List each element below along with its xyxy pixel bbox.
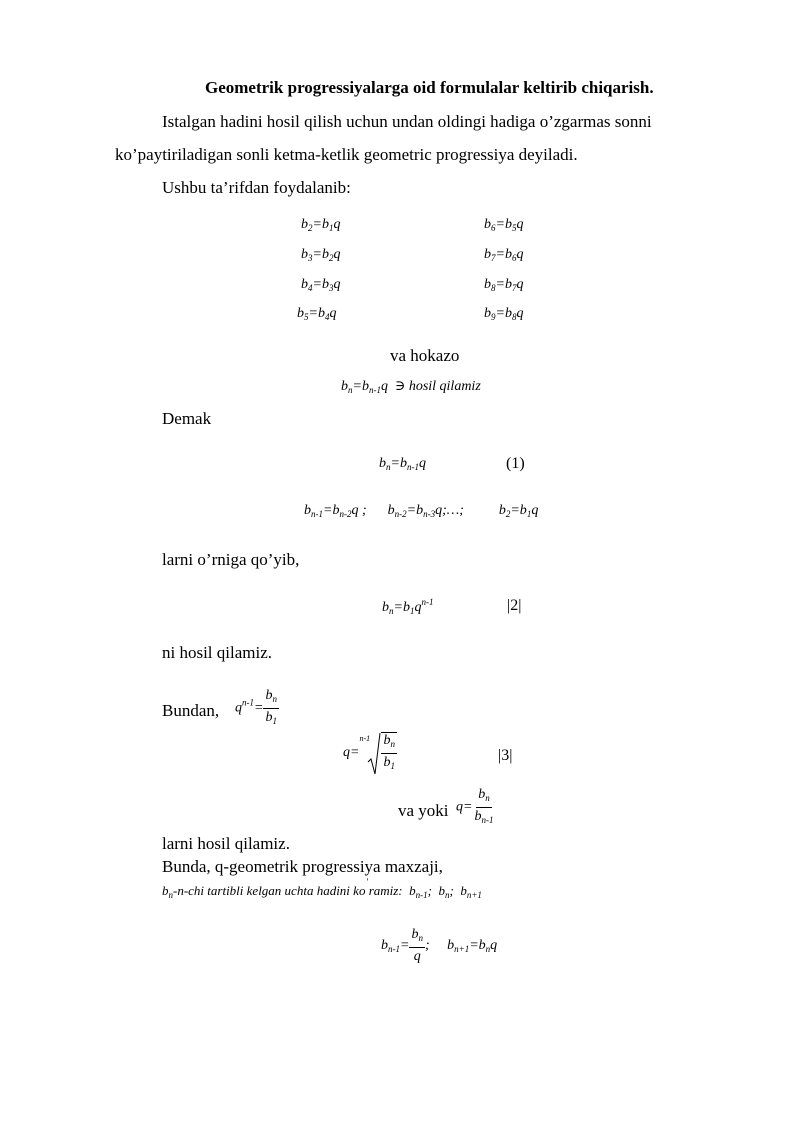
formula-b4: $b_4=b_3q$ — [301, 277, 341, 293]
nth-term-line: $b_n-n$-chi tartibli kelgan uchta hadini ko ' ramiz: $b_{n-1}$; $b_n$; $b_{n+1}$ — [162, 877, 482, 900]
radical-sign-icon — [367, 732, 381, 776]
document-title: Geometrik progressiyalarga oid formulalar keltirib chiqarish. — [205, 78, 654, 97]
formula-b8: $b_8=b_7q$ — [484, 277, 524, 293]
equation-number-3: |3| — [498, 747, 513, 764]
nchi-text: -n-chi tartibli kelgan uchta hadini k — [173, 883, 359, 898]
definition-line-1: Istalgan hadini hosil qilish uchun undan oldingi hadiga o’zgarmas sonni — [162, 112, 652, 131]
substitution-text: larni o’rniga qo’yib, — [162, 550, 300, 569]
result-text: ni hosil qilamiz. — [162, 643, 273, 662]
formula-3-root: q= n-1 $\frac{b_n}{b_1}$ — [343, 732, 397, 774]
formula-b2: $b_2=b_1q$ — [301, 217, 341, 233]
general-formula-line: $b_n=b_{n-1}q$ ∋ hosil qilamiz — [341, 379, 481, 395]
bunda-text: Bunda, q-geometrik progressiya maxzaji, — [162, 857, 443, 876]
equation-number-1: (1) — [506, 455, 525, 472]
formula-b7: $b_7=b_6q$ — [484, 247, 524, 263]
ellipsis-text: ;…; — [442, 503, 464, 518]
formula-b3: $b_3=b_2q$ — [301, 247, 341, 263]
va-yoki-text: va yoki — [398, 801, 449, 820]
va-hokazo-text: va hokazo — [390, 346, 460, 365]
formula-b5: $b_5=b_4q$ — [297, 306, 337, 322]
substitution-formulas: $b_{n-1}=b_{n-2}q$ ; $b_{n-2}=b_{n-3}q;\dots$; $b_2=b_1q$ — [304, 503, 539, 519]
demak-text: Demak — [162, 409, 212, 428]
formula-2: $b_n=b_1q^{n-1}$ — [382, 597, 434, 616]
intro-text: Ushbu ta’rifdan foydalanib: — [162, 178, 351, 197]
formula-1: $b_n=b_{n-1}q$ — [379, 456, 426, 472]
formula-b6: $b_6=b_5q$ — [484, 217, 524, 233]
conclusion-text: larni hosil qilamiz. — [162, 834, 290, 853]
oramiz-text: ramiz: — [368, 883, 403, 898]
equation-number-2: |2| — [507, 597, 522, 614]
formula-neighbors: $b_{n-1}=$ $\frac{b_n}{q}$ ; $b_{n+1}=b_nq$ — [381, 927, 498, 964]
formula-b9: $b_9=b_8q$ — [484, 306, 524, 322]
definition-line-2: ko’paytiriladigan sonli ketma-ketlik geometric progressiya deyiladi. — [115, 145, 578, 164]
formula-q-power: $q^{n-1}=$ $\frac{b_n}{b_1}$ — [235, 688, 277, 726]
hosil-qilamiz-text: ∋ hosil qilamiz — [394, 379, 481, 394]
formula-q-ratio: q= $\frac{b_n}{b_{n-1}}$ — [456, 787, 494, 825]
bundan-text: Bundan, — [162, 701, 220, 720]
